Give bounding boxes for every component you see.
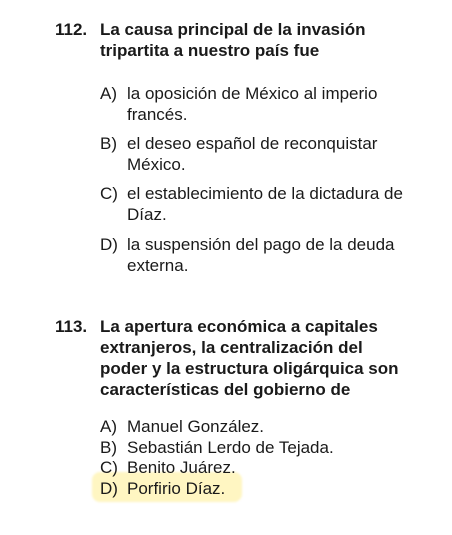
option-letter: C) (100, 184, 118, 203)
question-stem-line: poder y la estructura oligárquica son (100, 359, 399, 378)
question-number: 112. (55, 20, 88, 39)
option-letter: D) (100, 235, 118, 254)
question-stem-line: características del gobierno de (100, 380, 351, 399)
option-text-line: Manuel González. (127, 417, 265, 436)
option-text-line: Benito Juárez. (127, 458, 236, 477)
option-text-line: francés. (127, 105, 188, 124)
option-letter: B) (100, 438, 117, 457)
option-text-line: Sebastián Lerdo de Tejada. (127, 438, 334, 457)
option-letter: B) (100, 134, 117, 153)
option-text-line: el deseo español de reconquistar (127, 134, 378, 153)
option-text-line: externa. (127, 256, 189, 275)
question-stem-line: La causa principal de la invasión (100, 20, 366, 39)
question-number: 113. (55, 317, 88, 336)
question-stem-line: tripartita a nuestro país fue (100, 41, 320, 60)
option-text-line: México. (127, 155, 186, 174)
option-text-line: Díaz. (127, 205, 167, 224)
option-letter: A) (100, 417, 117, 436)
option-text-line: la oposición de México al imperio (127, 84, 378, 103)
option-text-line: el establecimiento de la dictadura de (127, 184, 403, 203)
option-letter: D) (100, 479, 118, 498)
question-stem-line: extranjeros, la centralización del (100, 338, 363, 357)
option-text-line: la suspensión del pago de la deuda (127, 235, 395, 254)
question-stem-line: La apertura económica a capitales (100, 317, 378, 336)
option-letter: C) (100, 458, 118, 477)
option-letter: A) (100, 84, 117, 103)
option-text-line: Porfirio Díaz. (127, 479, 226, 498)
